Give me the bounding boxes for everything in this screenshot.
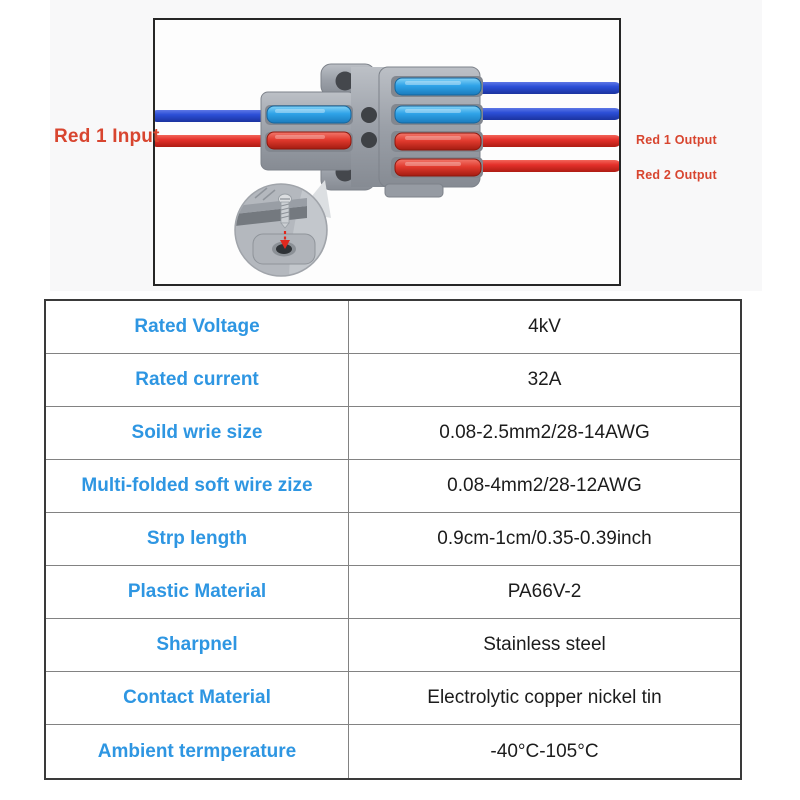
table-row [46,725,740,778]
table-row [46,672,740,725]
red1-input-label: Red 1 Input [54,126,160,147]
spec-value-cell: PA66V-2 [507,581,582,602]
product-photo-frame [153,18,621,286]
spec-label-cell: Strp length [46,513,349,565]
spec-label-cell: Multi-folded soft wire zize [46,460,349,512]
spec-value-cell: Stainless steel [483,634,606,655]
spec-value-cell: 0.08-2.5mm2/28-14AWG [439,422,650,443]
spec-value-cell: 0.08-4mm2/28-12AWG [447,475,642,496]
spec-label-cell: Rated current [46,354,349,406]
test-hole-top [361,107,377,123]
table-row [46,301,740,354]
red-output-wires [463,135,619,172]
spec-label-cell: Plastic Material [46,566,349,618]
red1-output-label: Red 1 Output [636,133,717,147]
spec-value-cell: 4kV [528,316,561,337]
spec-value-cell: 0.9cm-1cm/0.35-0.39inch [437,528,652,549]
spec-value-cell: -40°C-105°C [490,740,599,762]
spec-value-cell: Electrolytic copper nickel tin [427,687,662,708]
spec-value-cell: 32A [527,369,562,390]
table-row [46,619,740,672]
spec-label-cell: Rated Voltage [46,301,349,353]
wire-connector-photo [155,20,619,284]
spec-label-cell: Sharpnel [46,619,349,671]
spec-label-cell: Ambient termperature [46,725,349,778]
red2-output-label: Red 2 Output [636,168,717,182]
table-row [46,354,740,407]
table-row [46,460,740,513]
mounting-screw-detail [231,180,340,284]
test-hole-bottom [361,132,377,148]
spec-label-cell: Soild wrie size [46,407,349,459]
table-row [46,513,740,566]
spec-label-cell: Contact Material [46,672,349,724]
blue-output-wires [463,82,619,120]
blue-input-wire [155,110,271,122]
spec-table [44,299,742,780]
table-row [46,566,740,619]
red-input-wire [155,135,271,147]
table-row [46,407,740,460]
